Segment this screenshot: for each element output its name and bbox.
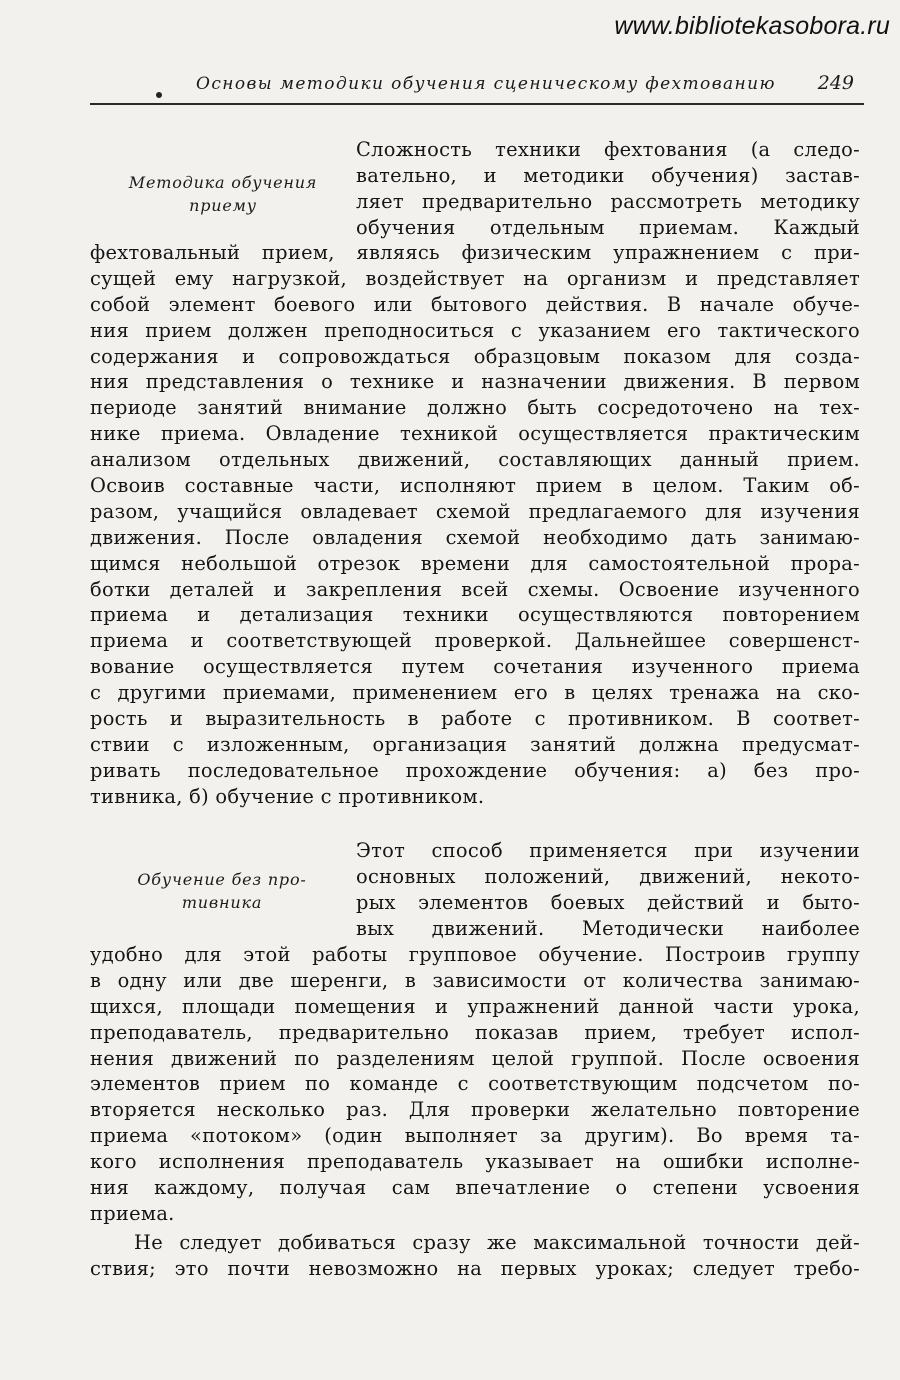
- side-heading-line: тивника: [181, 893, 263, 912]
- page-number: 249: [817, 72, 854, 94]
- text-line: приема и соответствующей проверкой. Дальнейшее совершенст-: [90, 629, 860, 653]
- text-line: Этот способ применяется при изучении: [356, 839, 860, 862]
- paragraph-no-opponent-body: [90, 942, 860, 1227]
- text-line: ствии с изложенным, организация занятий должна предусмат-: [90, 732, 860, 756]
- paragraph-closing: [90, 1230, 860, 1282]
- side-heading-line: Методика обучения: [128, 173, 318, 192]
- text-line: элементов прием по команде с соответствующим подсчетом по-: [90, 1072, 860, 1096]
- text-line: обучения отдельным приемам. Каждый: [356, 215, 860, 239]
- text-line: основных положений, движений, некото-: [356, 864, 860, 888]
- margin-dot: [156, 92, 162, 98]
- text-line: сущей ему нагрузкой, воздействует на организм и представляет: [90, 266, 860, 290]
- text-line: преподаватель, предварительно показав прием, требует испол-: [90, 1020, 860, 1044]
- paragraph-method-body: [90, 240, 860, 810]
- text-line: периоде занятий внимание должно быть сосредоточено на тех-: [90, 396, 860, 420]
- text-line: щихся, площади помещения и упражнений данной части урока,: [90, 994, 860, 1018]
- text-line: ния прием должен преподноситься с указанием его тактического: [90, 318, 860, 342]
- text-line: нике приема. Овладение техникой осуществляется практическим: [90, 422, 860, 446]
- paragraph-method-intro: [356, 137, 860, 241]
- text-line: удобно для этой работы групповое обучение. Построив группу: [90, 943, 860, 966]
- running-title: Основы методики обучения сценическому фехтованию: [196, 74, 776, 94]
- text-line: приема «потоком» (один выполняет за другим). Во время та-: [90, 1124, 860, 1148]
- text-line: анализом отдельных движений, составляющих данный прием.: [90, 448, 860, 472]
- side-heading-no-opponent: [112, 868, 332, 914]
- side-heading-method: [108, 171, 338, 217]
- text-line: нения движений по разделениям целой группой. После освоения: [90, 1046, 860, 1070]
- side-heading-line: Обучение без про-: [137, 870, 307, 889]
- text-line: вование осуществляется путем сочетания изученного приема: [90, 655, 860, 679]
- text-line: фехтовальный прием, являясь физическим упражнением с при-: [90, 241, 860, 264]
- text-line: вательно, и методики обучения) застав-: [356, 163, 860, 187]
- text-line: Не следует добиваться сразу же максимальной точности дей-: [134, 1231, 860, 1254]
- text-line: разом, учащийся овладевает схемой предлагаемого для изучения: [90, 499, 860, 523]
- text-line: ляет предварительно рассмотреть методику: [356, 189, 860, 213]
- text-line: приема и детализация техники осуществляются повторением: [90, 603, 860, 627]
- text-line: собой элемент боевого или бытового действия. В начале обуче-: [90, 292, 860, 316]
- header-rule: [90, 103, 864, 105]
- text-line: содержания и сопровождаться образцовым показом для созда-: [90, 344, 860, 368]
- side-heading-line: приему: [189, 196, 257, 215]
- text-line: приема.: [90, 1201, 175, 1225]
- text-line: ривать последовательное прохождение обучения: а) без про-: [90, 758, 860, 782]
- text-line: ния представления о технике и назначении движения. В первом: [90, 370, 860, 394]
- text-line: в одну или две шеренги, в зависимости от количества занимаю-: [90, 968, 860, 992]
- text-line: с другими приемами, применением его в целях тренажа на ско-: [90, 681, 860, 705]
- text-line: вых движений. Методически наиболее: [356, 916, 860, 940]
- text-line: щимся небольшой отрезок времени для самостоятельной прора-: [90, 551, 860, 575]
- text-line: Освоив составные части, исполняют прием в целом. Таким об-: [90, 474, 860, 498]
- text-line: тивника, б) обучение с противником.: [90, 784, 485, 808]
- text-line: Сложность техники фехтования (а следо-: [356, 138, 860, 161]
- text-line: ботки деталей и закрепления всей схемы. Освоение изученного: [90, 577, 860, 601]
- text-line: ствия; это почти невозможно на первых уроках; следует требо-: [90, 1256, 860, 1280]
- text-line: рость и выразительность в работе с противником. В соответ-: [90, 707, 860, 731]
- site-watermark: www.bibliotekasobora.ru: [614, 12, 890, 40]
- text-line: вторяется несколько раз. Для проверки желательно повторение: [90, 1098, 860, 1122]
- text-line: ния каждому, получая сам впечатление о степени усвоения: [90, 1176, 860, 1200]
- text-line: рых элементов боевых действий и быто-: [356, 890, 860, 914]
- paragraph-no-opponent-intro: [356, 838, 860, 942]
- text-line: движения. После овладения схемой необходимо дать занимаю-: [90, 525, 860, 549]
- text-line: кого исполнения преподаватель указывает на ошибки исполне-: [90, 1150, 860, 1174]
